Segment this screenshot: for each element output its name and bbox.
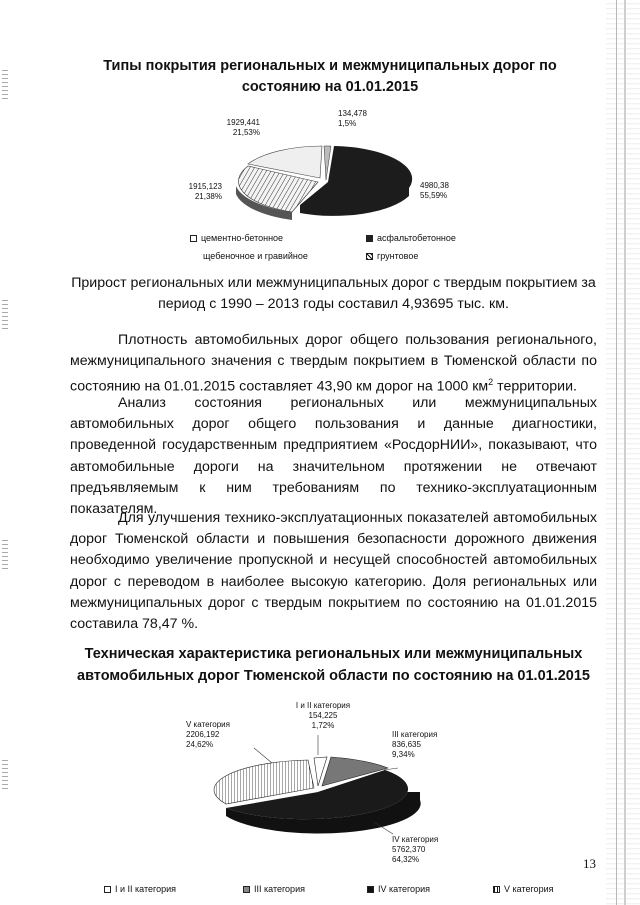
chart2-label-cat12: I и II категория 154,225 1,72%	[295, 701, 351, 730]
chart2-title: Техническая характеристика региональных или межмуниципальных автомобильных дорог Тюменской области по состоянию на 01.01.2015	[77, 646, 590, 684]
chart1-slice-asphalt	[300, 146, 412, 216]
chart1-slice-cement	[248, 146, 322, 178]
chart2-legend-cat4: IV категория	[367, 884, 430, 895]
growth-text: Прирост региональных или межмуниципальных дорог с твердым покрытием за период с 1990 – 2013 годы составил 4,93695 тыс. км.	[71, 275, 596, 313]
chart2-slice-cat3	[322, 757, 388, 786]
legend-swatch-icon	[243, 886, 250, 893]
legend-swatch-icon	[366, 253, 373, 260]
chart1-label-asphalt: 4980,38 55,59%	[420, 181, 449, 200]
chart1-legend-asphalt: асфальтобетонное	[366, 233, 456, 244]
chart1-title: Типы покрытия региональных и межмуниципальных дорог по состоянию на 01.01.2015	[103, 58, 557, 95]
scan-edge-right	[606, 0, 640, 905]
chart1-label-ground: 134,478 1,5%	[338, 109, 367, 128]
chart2-slice-cat4	[226, 770, 421, 833]
chart1-label-gravel: 1915,123 21,38%	[188, 182, 222, 201]
chart2-label-cat5: V категория 2206,192 24,62%	[186, 720, 230, 749]
chart2-legend-cat5: V категория	[493, 884, 553, 895]
legend-swatch-icon	[493, 886, 500, 893]
chart1-slice-gravel	[236, 182, 318, 220]
page-number: 13	[583, 856, 596, 871]
chart2-legend-cat3: III категория	[243, 884, 305, 895]
scan-edge-left	[0, 0, 10, 905]
legend-swatch-icon	[104, 886, 111, 893]
chart2-slice-cat12	[314, 757, 327, 786]
legend-swatch-icon	[366, 235, 373, 242]
chart1-legend-ground: грунтовое	[366, 251, 418, 262]
paragraph-analysis: Анализ состояния региональных или межмуниципальных автомобильных дорог общего пользования и данные диагностики, проведенной государственным предприятием «РосдорНИИ», показывают, что автомобильные дороги на значительном протяжении не отвечают предъявляемым к ним требованиям по технико-эксплуатационным показателям.	[70, 395, 597, 518]
paragraph-improvement: Для улучшения технико-эксплуатационных показателей автомобильных дорог Тюменской области и повышения безопасности дорожного движения необходимо увеличение пропускной и несущей способностей автомобильных дорог с переводом в наиболее высокую категорию. Доля региональных или межмуниципальных дорог с твердым покрытием по состоянию на 01.01.2015 составила 78,47 %.	[70, 510, 597, 633]
chart1-label-cement: 1929,441 21,53%	[226, 118, 260, 137]
chart1-slice-ground	[324, 146, 331, 180]
chart2-legend-cat12: I и II категория	[104, 884, 176, 895]
legend-swatch-icon	[367, 886, 374, 893]
chart1-legend-gravel: щебеночное и гравийное	[203, 251, 308, 261]
chart1-legend-cement: цементно-бетонное	[190, 233, 283, 244]
chart2-slice-cat5	[214, 760, 314, 804]
chart2-label-cat4: IV категория 5762,370 64,32%	[392, 835, 439, 864]
legend-swatch-icon	[190, 235, 197, 242]
chart2-label-cat3: III категория 836,635 9,34%	[392, 730, 438, 759]
paragraph-density: Плотность автомобильных дорог общего пользования регионального, межмуниципального значения с твердым покрытием в Тюменской области по состоянию на 01.01.2015 составляет 43,90 км дорог на 1000 $км^2$ территории.	[70, 332, 597, 396]
